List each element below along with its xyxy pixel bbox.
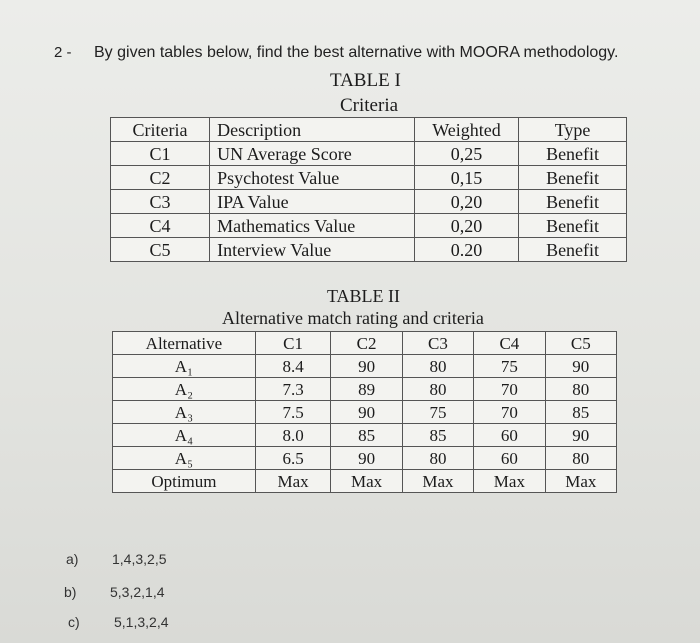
- table-row: [111, 142, 627, 166]
- table-cell: 60: [474, 424, 545, 447]
- table-cell: C2: [111, 166, 210, 190]
- table-cell: 90: [331, 401, 402, 424]
- table-cell: 80: [402, 355, 473, 378]
- table-cell: 90: [331, 355, 402, 378]
- table-cell: IPA Value: [210, 190, 415, 214]
- answer-label: a): [66, 551, 79, 567]
- question-number: 2 -: [54, 44, 72, 61]
- table-cell: 0.20: [414, 238, 518, 262]
- table-cell: Benefit: [519, 214, 627, 238]
- table-header-row: [113, 332, 617, 355]
- table-cell: 70: [474, 378, 545, 401]
- table-cell: 75: [402, 401, 473, 424]
- answer-value: 1,4,3,2,5: [112, 551, 167, 567]
- header-criteria: Criteria: [111, 118, 210, 142]
- header-c1: C1: [255, 332, 331, 355]
- header-weighted: Weighted: [414, 118, 518, 142]
- table-cell: 0,15: [414, 166, 518, 190]
- table-cell: 85: [545, 401, 616, 424]
- table-cell: Benefit: [519, 190, 627, 214]
- table-cell: Benefit: [519, 166, 627, 190]
- table-cell: 90: [545, 355, 616, 378]
- header-description: Description: [210, 118, 415, 142]
- alternative-rating-table: [112, 331, 617, 493]
- table1-title: TABLE I: [330, 70, 401, 91]
- table-cell: A₅: [113, 447, 256, 470]
- header-c5: C5: [545, 332, 616, 355]
- table-cell: 90: [331, 447, 402, 470]
- header-alternative: Alternative: [113, 332, 256, 355]
- table-cell: C1: [111, 142, 210, 166]
- table-cell: 85: [331, 424, 402, 447]
- table-cell: C4: [111, 214, 210, 238]
- table-cell: Max: [474, 470, 545, 493]
- table-cell: 0,20: [414, 190, 518, 214]
- table-cell: Max: [331, 470, 402, 493]
- table-row: [113, 355, 617, 378]
- table-cell: 0,20: [414, 214, 518, 238]
- table-row: [113, 378, 617, 401]
- table2-subtitle: Alternative match rating and criteria: [222, 308, 484, 328]
- table-cell: 89: [331, 378, 402, 401]
- header-type: Type: [519, 118, 627, 142]
- table-cell: Mathematics Value: [210, 214, 415, 238]
- table-row: [111, 238, 627, 262]
- table-cell: UN Average Score: [210, 142, 415, 166]
- answer-label: c): [68, 614, 80, 630]
- table-cell: Benefit: [519, 238, 627, 262]
- table-cell: Interview Value: [210, 238, 415, 262]
- table2-title: TABLE II: [327, 286, 401, 306]
- table-cell: 7.5: [255, 401, 331, 424]
- table-cell: 90: [545, 424, 616, 447]
- table-cell: C3: [111, 190, 210, 214]
- table-row: [113, 447, 617, 470]
- table-cell: 80: [402, 378, 473, 401]
- table-cell: 80: [545, 447, 616, 470]
- table-cell: A₁: [113, 355, 256, 378]
- table-cell: 7.3: [255, 378, 331, 401]
- table-cell: Optimum: [113, 470, 256, 493]
- table-cell: 8.4: [255, 355, 331, 378]
- table-cell: Max: [545, 470, 616, 493]
- table-cell: 8.0: [255, 424, 331, 447]
- table-cell: Benefit: [519, 142, 627, 166]
- table-row: [111, 166, 627, 190]
- table-cell: 0,25: [414, 142, 518, 166]
- table-row: [111, 190, 627, 214]
- table-cell: 80: [545, 378, 616, 401]
- table-cell: 60: [474, 447, 545, 470]
- table-cell: Psychotest Value: [210, 166, 415, 190]
- answer-value: 5,3,2,1,4: [110, 584, 165, 600]
- table-cell: A₄: [113, 424, 256, 447]
- criteria-table: [110, 117, 627, 262]
- table-row: [113, 401, 617, 424]
- table-cell: A₃: [113, 401, 256, 424]
- table-cell: 6.5: [255, 447, 331, 470]
- header-c3: C3: [402, 332, 473, 355]
- table-row: [113, 470, 617, 493]
- table-row: [111, 214, 627, 238]
- table-cell: C5: [111, 238, 210, 262]
- table1-subtitle: Criteria: [340, 95, 399, 116]
- answer-label: b): [64, 584, 77, 600]
- table-cell: A₂: [113, 378, 256, 401]
- table-cell: 80: [402, 447, 473, 470]
- answer-value: 5,1,3,2,4: [114, 614, 169, 630]
- table-cell: 70: [474, 401, 545, 424]
- table-cell: Max: [255, 470, 331, 493]
- question-text: By given tables below, find the best alternative with MOORA methodology.: [94, 44, 619, 61]
- table-row: [113, 424, 617, 447]
- table-cell: 75: [474, 355, 545, 378]
- table-cell: Max: [402, 470, 473, 493]
- header-c2: C2: [331, 332, 402, 355]
- table-header-row: [111, 118, 627, 142]
- header-c4: C4: [474, 332, 545, 355]
- table-cell: 85: [402, 424, 473, 447]
